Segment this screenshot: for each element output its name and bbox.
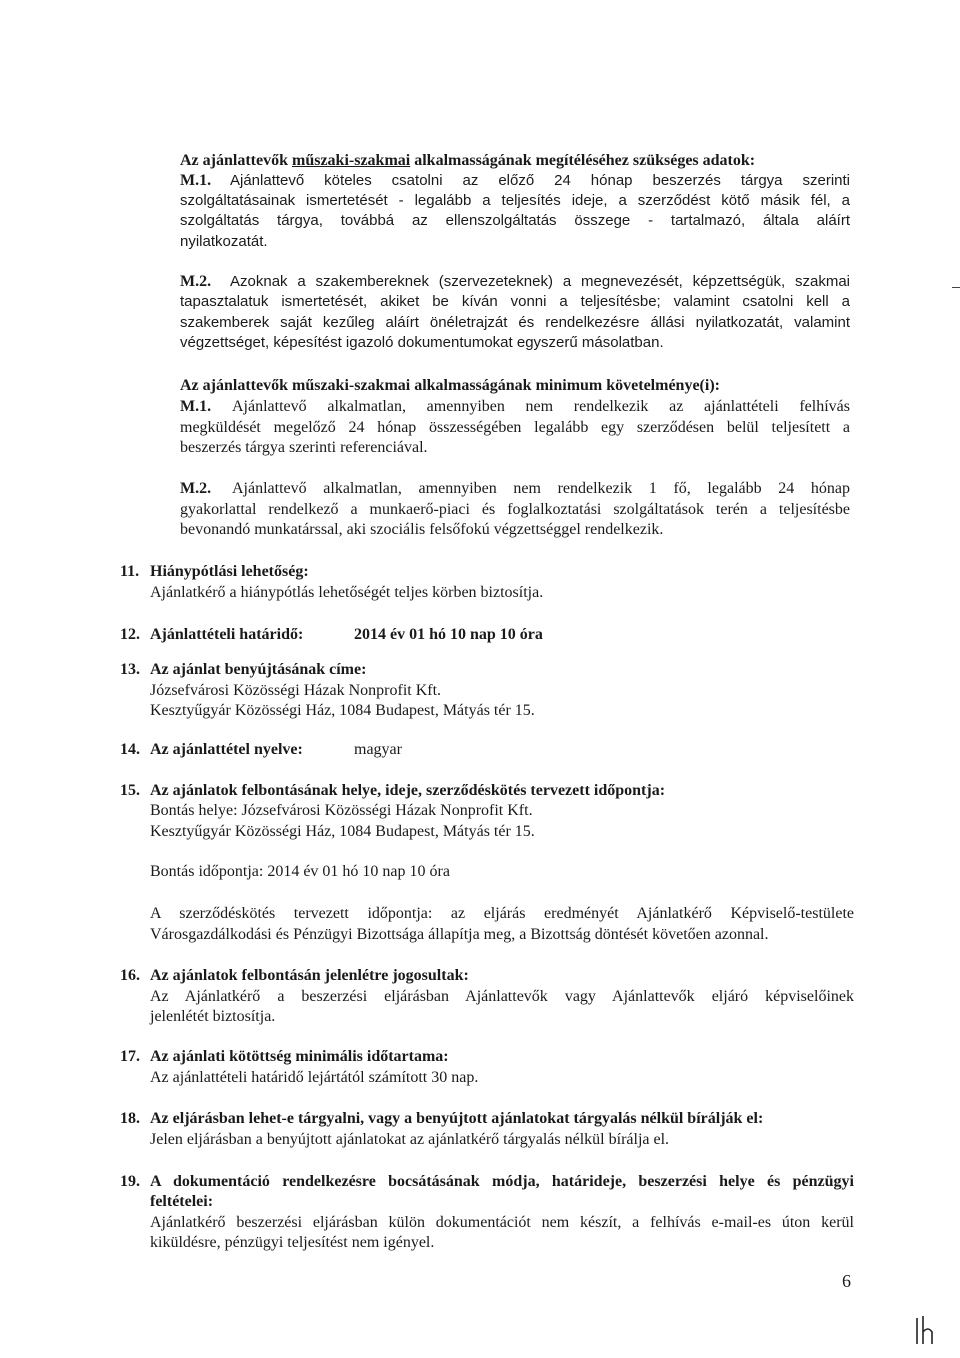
tech-heading-post: alkalmasságának megítéléséhez szükséges adatok: (410, 152, 756, 169)
item-15-line-3: Bontás időpontja: 2014 év 01 hó 10 nap 10 óra (150, 863, 450, 880)
item-16-title: Az ajánlatok felbontásán jelenlétre jogosultak: (150, 967, 469, 984)
item-19-number: 19. (120, 1173, 140, 1190)
item-11-text: Ajánlatkérő a hiánypótlás lehetőségét teljes körben biztosítja. (150, 584, 544, 601)
tech-m1-line-4: nyilatkozatát. (180, 233, 268, 250)
item-19-line-1: Ajánlatkérő beszerzési eljárásban külön dokumentációt nem készít, a felhívás e-mail-es úton kerül (150, 1214, 854, 1231)
min-m1-line-3: beszerzés tárgya szerinti referenciával. (180, 439, 428, 456)
item-19-line-2: kiküldésre, pénzügyi teljesítést nem igényel. (150, 1234, 435, 1251)
item-19-title-line-1: A dokumentáció rendelkezésre bocsátásának módja, határideje, beszerzési helye és pénzügyi (150, 1173, 854, 1190)
min-m1-line-2: megküldését megelőző 24 hónap összességében legalább egy szerződésen belül teljesített a (180, 419, 850, 436)
item-15-title: Az ajánlatok felbontásának helye, ideje, szerződéskötés tervezett időpontja: (150, 782, 666, 799)
min-m2-line-2: gyakorlattal rendelkező a munkaerő-piaci és foglalkoztatási szolgáltatások terén a teljesítésbe (180, 501, 850, 518)
item-17-number: 17. (120, 1048, 140, 1065)
tech-m1-label: M.1. (180, 172, 212, 189)
min-m2-line-3: bevonandó munkatárssal, aki szociális felsőfokú végzettséggel rendelkezik. (180, 521, 664, 538)
tech-m2-label: M.2. (180, 273, 212, 290)
item-12-title: Ajánlattételi határidő: (150, 626, 304, 643)
margin-rule (952, 287, 960, 288)
tech-m2-line-1: Azoknak a szakembereknek (szervezeteknek) a megnevezését, képzettségük, szakmai (230, 273, 850, 290)
tech-m2-line-3: szakemberek saját kezűleg aláírt önéletrajzát és rendelkezésre állási nyilatkozatát, valamint (180, 314, 850, 331)
item-13-number: 13. (120, 661, 140, 678)
item-16-line-1: Az Ajánlatkérő a beszerzési eljárásban Ajánlattevők vagy Ajánlattevők eljáró képviselőinek (150, 988, 854, 1005)
item-18-number: 18. (120, 1110, 140, 1127)
tech-heading-underlined: műszaki-szakmai (291, 152, 411, 169)
item-11-number: 11. (120, 563, 140, 580)
item-15-line-4: A szerződéskötés tervezett időpontja: az eljárás eredményét Ajánlatkérő Képviselő-testülete (150, 905, 854, 922)
item-14-number: 14. (120, 741, 140, 758)
min-m1-line-1: Ajánlattevő alkalmatlan, amennyiben nem rendelkezik az ajánlattételi felhívás (232, 398, 850, 415)
tech-m1-line-3: szolgáltatás tárgya, továbbá az ellenszolgáltatás összege - tartalmazó, általa aláírt (180, 212, 850, 229)
tech-heading-pre: Az ajánlattevők (180, 152, 292, 169)
item-18-line-1: Jelen eljárásban a benyújtott ajánlatokat az ajánlatkérő tárgyalás nélkül bírálja el. (150, 1131, 670, 1148)
tech-m2-line-4: végzettséget, képesítést igazoló dokumentumokat egyszerű másolatban. (180, 334, 664, 351)
item-17-title: Az ajánlati kötöttség minimális időtartama: (150, 1048, 449, 1065)
item-12-value: 2014 év 01 hó 10 nap 10 óra (354, 626, 543, 643)
item-15-line-1: Bontás helye: Józsefvárosi Közösségi Házak Nonprofit Kft. (150, 802, 533, 819)
tech-heading (180, 151, 755, 171)
item-19-title-line-2: feltételei: (150, 1193, 214, 1210)
item-16-number: 16. (120, 967, 140, 984)
initials-signature-icon (914, 1310, 938, 1350)
page-number: 6 (842, 1271, 851, 1291)
min-heading: Az ajánlattevők műszaki-szakmai alkalmasságának minimum követelménye(i): (180, 377, 720, 394)
tech-m1-line-1: Ajánlattevő köteles csatolni az előző 24 hónap beszerzés tárgya szerinti (230, 172, 850, 189)
item-14-value: magyar (354, 741, 402, 758)
item-14-title: Az ajánlattétel nyelve: (150, 741, 303, 758)
item-11-title: Hiánypótlási lehetőség: (150, 563, 309, 580)
tech-m2-line-2: tapasztalatuk ismertetését, akiket be kíván vonni a teljesítésbe; valamint csatolni kell a (180, 293, 850, 310)
min-m2-label: M.2. (180, 480, 212, 497)
item-13-line-1: Józsefvárosi Közösségi Házak Nonprofit Kft. (150, 682, 442, 699)
min-m2-line-1: Ajánlattevő alkalmatlan, amennyiben nem rendelkezik 1 fő, legalább 24 hónap (232, 480, 850, 497)
item-12-number: 12. (120, 626, 140, 643)
item-16-line-2: jelenlétét biztosítja. (150, 1008, 276, 1025)
item-15-line-2: Kesztyűgyár Közösségi Ház, 1084 Budapest, Mátyás tér 15. (150, 823, 535, 840)
item-18-title: Az eljárásban lehet-e tárgyalni, vagy a benyújtott ajánlatokat tárgyalás nélkül bírálják el: (150, 1110, 764, 1127)
item-15-number: 15. (120, 782, 140, 799)
item-13-line-2: Kesztyűgyár Közösségi Ház, 1084 Budapest, Mátyás tér 15. (150, 702, 535, 719)
tech-m1-line-2: szolgáltatásainak ismertetését - legalább a teljesítés ideje, a szerződést kötő másik fél, a (180, 192, 850, 209)
item-15-line-5: Városgazdálkodási és Pénzügyi Bizottsága állapítja meg, a Bizottság döntését követően azonnal. (150, 926, 769, 943)
item-13-title: Az ajánlat benyújtásának címe: (150, 661, 367, 678)
item-17-line-1: Az ajánlattételi határidő lejártától számított 30 nap. (150, 1069, 479, 1086)
min-m1-label: M.1. (180, 398, 212, 415)
